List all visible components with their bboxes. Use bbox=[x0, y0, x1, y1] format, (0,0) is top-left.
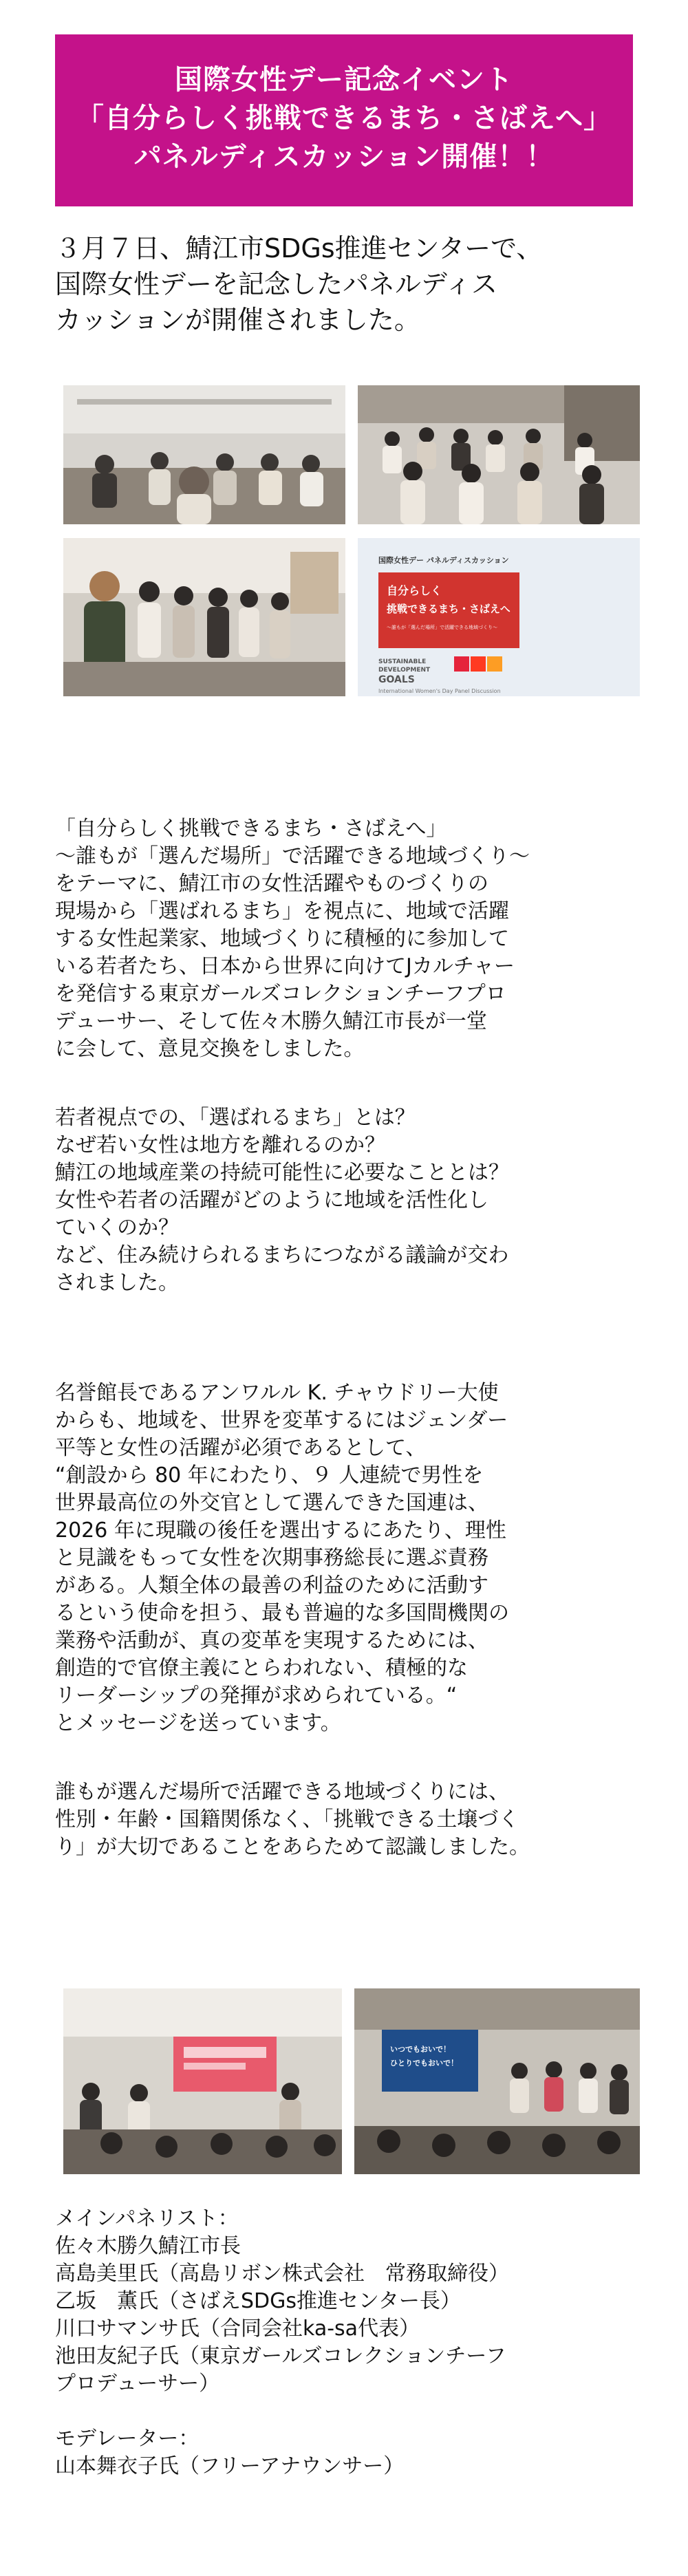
lead-line: ３月７日、鯖江市SDGs推進センターで、 bbox=[55, 233, 543, 264]
banner-line: 「自分らしく挑戦できるまち・さばえへ」 bbox=[76, 103, 612, 134]
intro-paragraph bbox=[55, 815, 647, 1063]
questions-line: など、住み続けられるまちにつながる議論が交わ bbox=[55, 1243, 509, 1267]
panelists-line: 乙坂 薫氏（さばえSDGs推進センター長） bbox=[55, 2289, 461, 2313]
panelists-list bbox=[55, 2205, 647, 2480]
questions-paragraph bbox=[55, 1104, 647, 1297]
event-photo-audience bbox=[358, 385, 640, 524]
event-photo-panel-stage bbox=[63, 385, 345, 524]
banner-line: 国際女性デー記念イベント bbox=[175, 64, 513, 96]
intro-line: をテーマに、鯖江市の女性活躍やものづくりの bbox=[55, 872, 488, 896]
panelists-line: 佐々木勝久鯖江市長 bbox=[55, 2234, 241, 2258]
lead-line: カッションが開催されました。 bbox=[55, 305, 420, 335]
slide-title-line: 自分らしく bbox=[387, 584, 442, 597]
title-banner bbox=[55, 34, 633, 206]
sdg-tiles bbox=[454, 656, 502, 672]
message-line: と見識をもって女性を次期事務総長に選ぶ責務 bbox=[55, 1546, 488, 1570]
event-photo-panel-wide bbox=[63, 1988, 342, 2174]
event-photo-venue bbox=[354, 1988, 640, 2174]
sdg-text-line: GOALS bbox=[378, 674, 415, 685]
intro-line: する女性起業家、地域づくりに積極的に参加して bbox=[55, 927, 509, 951]
message-line: リーダーシップの発揮が求められている。“ bbox=[55, 1684, 458, 1708]
intro-line: を発信する東京ガールズコレクションチーフプロ bbox=[55, 982, 506, 1006]
intro-line: デューサー、そして佐々木勝久鯖江市長が一堂 bbox=[55, 1009, 487, 1033]
panelists-line: プロデューサー） bbox=[55, 2372, 220, 2396]
slide-footer: International Women's Day Panel Discussion bbox=[378, 688, 501, 694]
conclusion-line: り」が大切であることをあらためて認識しました。 bbox=[55, 1835, 530, 1859]
slide-header-text: 国際女性デー パネルディスカッション bbox=[378, 556, 509, 565]
message-line: からも、地域を、世界を変革するにはジェンダー bbox=[55, 1408, 508, 1432]
sdg-text-line: DEVELOPMENT bbox=[378, 667, 431, 674]
message-paragraph bbox=[55, 1380, 647, 1737]
slide-subtitle: 〜誰もが「選んだ場所」で活躍できる地域づくり〜 bbox=[387, 625, 497, 630]
message-line: 業務や活動が、真の変革を実現するためには、 bbox=[55, 1629, 488, 1653]
intro-line: に会して、意見交換をしました。 bbox=[55, 1037, 365, 1061]
message-line: 平等と女性の活躍が必須であるとして、 bbox=[55, 1436, 427, 1460]
banner-line: パネルディスカッション開催！！ bbox=[133, 141, 555, 173]
conclusion-line: 誰もが選んだ場所で活躍できる地域づくりには、 bbox=[55, 1780, 509, 1804]
panelists-line: メインパネリスト： bbox=[55, 2207, 239, 2231]
message-line: 2026 年に現職の後任を選出するにあたり、理性 bbox=[55, 1518, 506, 1543]
slide-title-line: 挑戦できるまち・さばえへ bbox=[387, 603, 510, 615]
lead-line: 国際女性デーを記念したパネルディス bbox=[55, 269, 497, 299]
questions-line: 鯖江の地域産業の持続可能性に必要なこととは？ bbox=[55, 1161, 509, 1185]
intro-line: いる若者たち、日本から世界に向けてJカルチャー bbox=[55, 954, 515, 978]
sdg-text-line: SUSTAINABLE bbox=[378, 658, 427, 665]
message-line: がある。人類全体の最善の利益のために活動す bbox=[55, 1574, 488, 1598]
intro-line: 現場から「選ばれるまち」を視点に、地域で活躍 bbox=[55, 899, 509, 923]
panelists-line: 池田友紀子氏（東京ガールズコレクションチーフ bbox=[55, 2344, 506, 2368]
event-photo-speaker bbox=[63, 538, 345, 696]
panelists-line: モデレーター： bbox=[55, 2427, 200, 2451]
message-line: 創造的で官僚主義にとらわれない、積極的な bbox=[55, 1656, 468, 1680]
intro-line: 〜誰もが「選んだ場所」で活躍できる地域づくり〜 bbox=[55, 844, 530, 868]
intro-line: 「自分らしく挑戦できるまち・さばえへ」 bbox=[55, 817, 447, 841]
message-line: とメッセージを送っています。 bbox=[55, 1711, 341, 1735]
questions-line: ていくのか？ bbox=[55, 1216, 179, 1240]
message-line: “創設から 80 年にわたり、９ 人連続で男性を bbox=[55, 1463, 484, 1488]
lead-paragraph bbox=[55, 230, 647, 338]
panelists-line: 山本舞衣子氏（フリーアナウンサー） bbox=[55, 2454, 405, 2478]
questions-line: されました。 bbox=[55, 1271, 179, 1295]
message-line: 世界最高位の外交官として選んできた国連は、 bbox=[55, 1491, 488, 1515]
panelists-line: 川口サマンサ氏（合同会社ka-sa代表） bbox=[55, 2317, 420, 2341]
questions-line: なぜ若い女性は地方を離れるのか？ bbox=[55, 1133, 385, 1157]
screen-line: いつでもおいで！ bbox=[390, 2045, 451, 2054]
panelists-line bbox=[55, 2398, 647, 2425]
message-line: るという使命を担う、最も普遍的な多国間機関の bbox=[55, 1601, 509, 1625]
event-photo-slide bbox=[358, 538, 640, 696]
message-line: 名誉館長であるアンワルル K. チャウドリー大使 bbox=[55, 1381, 499, 1405]
conclusion-paragraph bbox=[55, 1779, 647, 1861]
panelists-line: 高島美里氏（高島リボン株式会社 常務取締役） bbox=[55, 2262, 509, 2286]
screen-line: ひとりでもおいで！ bbox=[390, 2059, 458, 2068]
questions-line: 若者視点での、「選ばれるまち」とは？ bbox=[55, 1106, 416, 1130]
conclusion-line: 性別・年齢・国籍関係なく、「挑戦できる土壌づく bbox=[55, 1807, 519, 1832]
questions-line: 女性や若者の活躍がどのように地域を活性化し bbox=[55, 1188, 488, 1212]
